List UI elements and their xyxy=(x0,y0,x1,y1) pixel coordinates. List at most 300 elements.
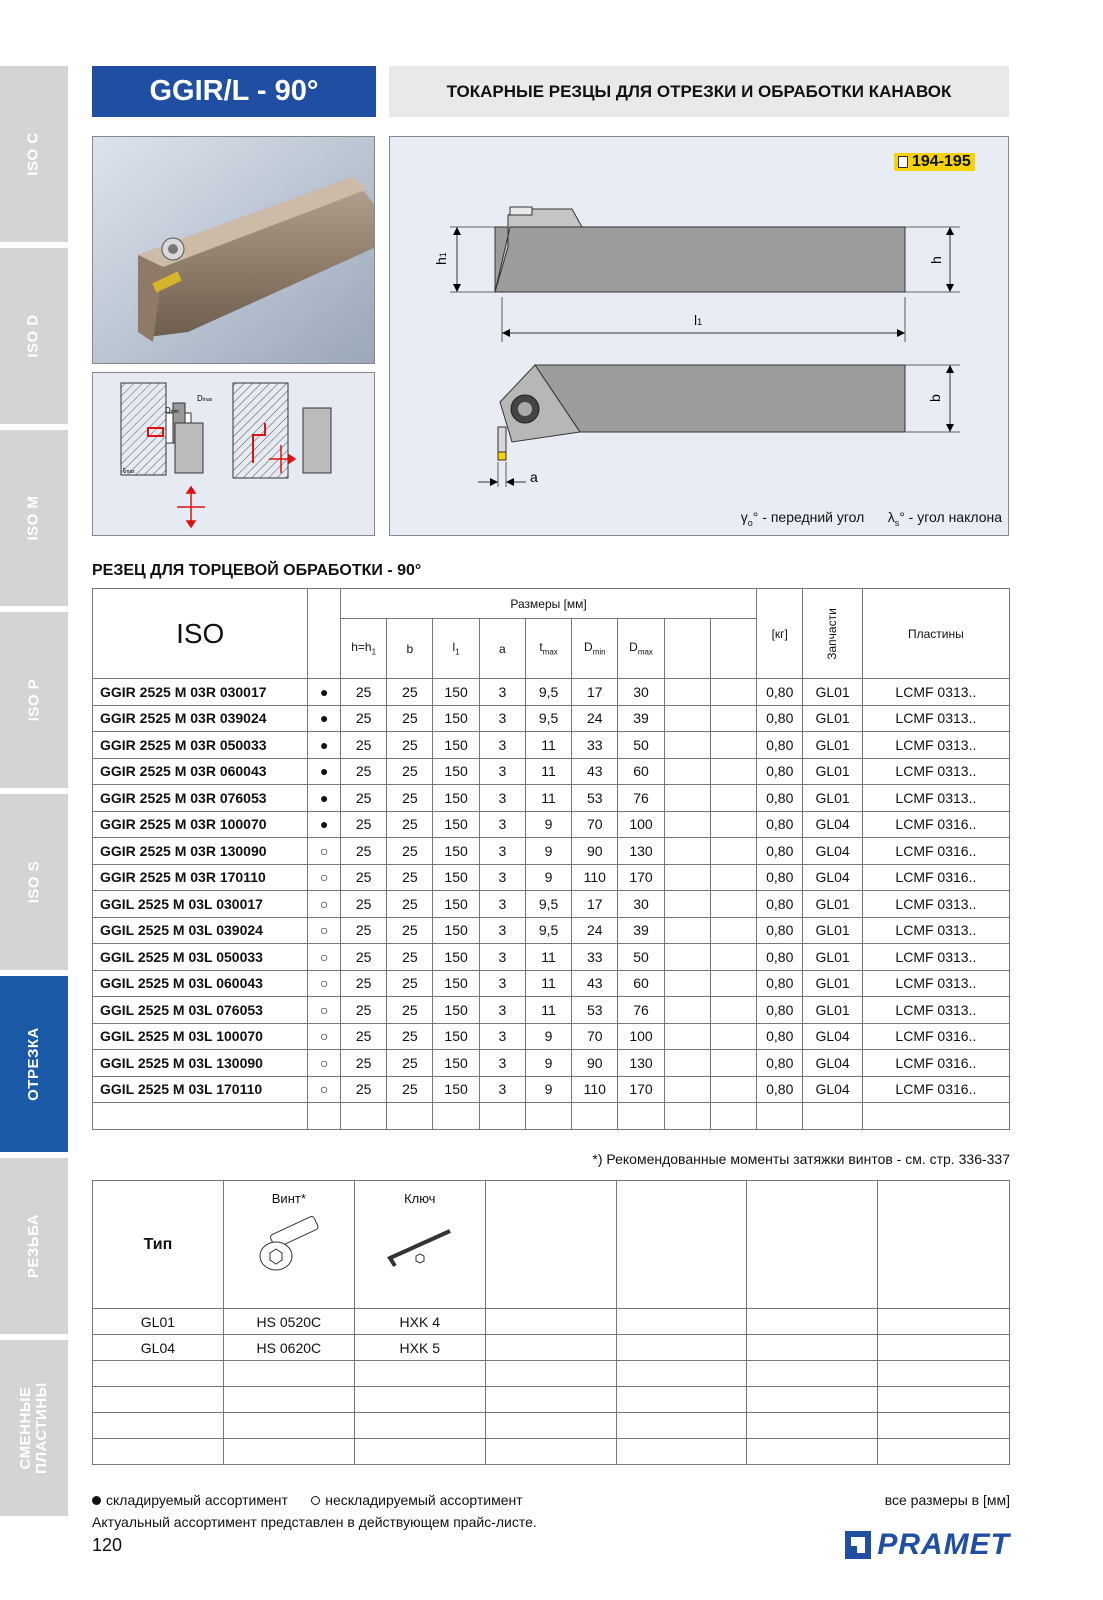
empty-cell xyxy=(664,917,710,944)
side-tab-parting[interactable] xyxy=(0,976,68,1152)
cell-kg: 0,80 xyxy=(757,811,803,838)
table-row xyxy=(93,1050,1010,1077)
cell-l1: 150 xyxy=(433,1076,479,1103)
cell-spare: GL01 xyxy=(803,785,862,812)
a-label: a xyxy=(530,469,538,485)
empty-cell xyxy=(485,1361,616,1387)
col-b: b xyxy=(387,619,433,679)
stock-label: складируемый ассортимент xyxy=(106,1492,288,1508)
table-row xyxy=(93,758,1010,785)
empty-cell xyxy=(223,1439,354,1465)
cell-spare: GL01 xyxy=(803,732,862,759)
cell-dmin: 70 xyxy=(572,1023,618,1050)
cell-tmax: 9 xyxy=(525,838,571,865)
empty-cell xyxy=(878,1413,1010,1439)
cell-tmax: 11 xyxy=(525,785,571,812)
cell-l1: 150 xyxy=(433,785,479,812)
cell-l1: 150 xyxy=(433,732,479,759)
cell-kg: 0,80 xyxy=(757,1076,803,1103)
table-row xyxy=(93,917,1010,944)
cell-a: 3 xyxy=(479,732,525,759)
iso-header: ISO xyxy=(93,589,308,679)
cell-stock: ○ xyxy=(308,997,341,1024)
lambda-sub: s xyxy=(894,517,900,528)
empty-cell xyxy=(664,758,710,785)
cell-tmax: 9,5 xyxy=(525,891,571,918)
cell-h: 25 xyxy=(341,1023,387,1050)
dmax-label: Dmax xyxy=(197,394,213,403)
cell-spare: GL01 xyxy=(803,944,862,971)
screw-icon xyxy=(244,1206,334,1276)
cell-stock: ○ xyxy=(308,1023,341,1050)
technical-drawing xyxy=(389,136,1009,536)
cell-h: 25 xyxy=(341,944,387,971)
spare-cell-key: HXK 4 xyxy=(354,1309,485,1335)
empty-cell xyxy=(878,1181,1010,1309)
table-row xyxy=(93,997,1010,1024)
cell-a: 3 xyxy=(479,811,525,838)
cell-spare: GL04 xyxy=(803,1076,862,1103)
tool-table-body xyxy=(93,679,1010,1130)
side-tab-iso-s[interactable] xyxy=(0,794,68,970)
cell-dmin: 90 xyxy=(572,1050,618,1077)
cell-tmax: 9 xyxy=(525,1076,571,1103)
empty-cell xyxy=(479,1103,525,1130)
cell-h: 25 xyxy=(341,705,387,732)
stock-legend xyxy=(92,1492,523,1508)
empty-cell xyxy=(747,1335,878,1361)
cell-tmax: 11 xyxy=(525,732,571,759)
empty-cell xyxy=(862,1103,1009,1130)
side-tab-iso-p[interactable] xyxy=(0,612,68,788)
table-row xyxy=(93,732,1010,759)
cell-a: 3 xyxy=(479,838,525,865)
empty-cell xyxy=(485,1181,616,1309)
cell-kg: 0,80 xyxy=(757,838,803,865)
cell-dmax: 170 xyxy=(618,1076,664,1103)
cell-dmin: 70 xyxy=(572,811,618,838)
empty-cell xyxy=(223,1413,354,1439)
empty-cell xyxy=(616,1335,747,1361)
cell-iso: GGIR 2525 M 03R 130090 xyxy=(93,838,308,865)
cell-stock: ○ xyxy=(308,838,341,865)
page-number: 120 xyxy=(92,1535,123,1555)
empty-cell xyxy=(747,1413,878,1439)
empty-cell xyxy=(664,679,710,706)
cell-h: 25 xyxy=(341,970,387,997)
cell-dmin: 33 xyxy=(572,732,618,759)
gamma-symbol: γ xyxy=(740,509,748,525)
cell-tmax: 9 xyxy=(525,1050,571,1077)
nonstock-label: нескладируемый ассортимент xyxy=(325,1492,523,1508)
empty-cell xyxy=(308,1103,341,1130)
empty-cell xyxy=(710,811,756,838)
cell-l1: 150 xyxy=(433,970,479,997)
cell-h: 25 xyxy=(341,917,387,944)
nonstock-dot-icon xyxy=(311,1496,320,1505)
h-label: h xyxy=(928,256,944,264)
cell-kg: 0,80 xyxy=(757,785,803,812)
empty-cell xyxy=(747,1309,878,1335)
cell-iso: GGIR 2525 M 03R 050033 xyxy=(93,732,308,759)
cell-insert: LCMF 0316.. xyxy=(862,864,1009,891)
cell-insert: LCMF 0313.. xyxy=(862,785,1009,812)
empty-cell xyxy=(664,1076,710,1103)
cell-b: 25 xyxy=(387,997,433,1024)
side-tab-iso-c[interactable] xyxy=(0,66,68,242)
spare-row xyxy=(93,1309,1010,1335)
cell-a: 3 xyxy=(479,1023,525,1050)
cell-b: 25 xyxy=(387,970,433,997)
cell-stock: ○ xyxy=(308,1076,341,1103)
side-tab-label: ISO M xyxy=(24,495,42,541)
side-tab-label: ISO C xyxy=(25,132,42,176)
screw-header: Винт* xyxy=(271,1191,306,1206)
cell-dmax: 60 xyxy=(618,970,664,997)
table-row xyxy=(93,1076,1010,1103)
cell-h: 25 xyxy=(341,997,387,1024)
cell-tmax: 9,5 xyxy=(525,917,571,944)
cell-insert: LCMF 0313.. xyxy=(862,970,1009,997)
inserts-header: Пластины xyxy=(862,589,1009,679)
cell-iso: GGIL 2525 M 03L 039024 xyxy=(93,917,308,944)
cell-a: 3 xyxy=(479,679,525,706)
cell-l1: 150 xyxy=(433,838,479,865)
cell-dmax: 130 xyxy=(618,838,664,865)
cell-a: 3 xyxy=(479,917,525,944)
gamma-sub: o xyxy=(747,517,753,528)
empty-cell xyxy=(354,1413,485,1439)
cell-insert: LCMF 0313.. xyxy=(862,679,1009,706)
cell-kg: 0,80 xyxy=(757,1023,803,1050)
empty-cell xyxy=(616,1387,747,1413)
units-note: все размеры в [мм] xyxy=(884,1492,1010,1508)
cell-a: 3 xyxy=(479,970,525,997)
cell-dmin: 43 xyxy=(572,970,618,997)
spare-cell-screw: HS 0620C xyxy=(223,1335,354,1361)
cell-h: 25 xyxy=(341,785,387,812)
b-label: b xyxy=(927,394,943,402)
cell-a: 3 xyxy=(479,864,525,891)
cell-kg: 0,80 xyxy=(757,891,803,918)
cell-l1: 150 xyxy=(433,679,479,706)
cell-iso: GGIL 2525 M 03L 030017 xyxy=(93,891,308,918)
cell-insert: LCMF 0316.. xyxy=(862,838,1009,865)
cell-tmax: 11 xyxy=(525,758,571,785)
spare-cell-key: HXK 5 xyxy=(354,1335,485,1361)
stock-header xyxy=(308,589,341,679)
empty-cell xyxy=(664,732,710,759)
empty-cell xyxy=(354,1361,485,1387)
cell-tmax: 9 xyxy=(525,864,571,891)
lambda-text: ° - угол наклона xyxy=(899,509,1002,525)
cell-dmax: 100 xyxy=(618,811,664,838)
cell-h: 25 xyxy=(341,1076,387,1103)
cell-h: 25 xyxy=(341,732,387,759)
h1-label: h1 xyxy=(433,252,449,265)
cell-iso: GGIR 2525 M 03R 076053 xyxy=(93,785,308,812)
page-title: GGIR/L - 90° xyxy=(92,66,376,117)
cell-stock: ● xyxy=(308,785,341,812)
cell-tmax: 9 xyxy=(525,811,571,838)
weight-header: [кг] xyxy=(757,589,803,679)
cell-spare: GL01 xyxy=(803,705,862,732)
side-tab-inserts[interactable] xyxy=(0,1340,68,1516)
cell-dmax: 30 xyxy=(618,679,664,706)
cell-spare: GL04 xyxy=(803,1023,862,1050)
table-row xyxy=(93,838,1010,865)
cell-kg: 0,80 xyxy=(757,970,803,997)
empty-cell xyxy=(485,1387,616,1413)
cell-kg: 0,80 xyxy=(757,1050,803,1077)
empty-cell xyxy=(354,1439,485,1465)
empty-cell xyxy=(93,1361,224,1387)
empty-cell xyxy=(710,732,756,759)
cell-b: 25 xyxy=(387,944,433,971)
cell-b: 25 xyxy=(387,1050,433,1077)
side-tab-label: ОТРЕЗКА xyxy=(25,1027,43,1101)
cell-insert: LCMF 0316.. xyxy=(862,1050,1009,1077)
empty-cell xyxy=(223,1387,354,1413)
empty-cell xyxy=(485,1309,616,1335)
cell-tmax: 11 xyxy=(525,970,571,997)
cell-b: 25 xyxy=(387,758,433,785)
cell-l1: 150 xyxy=(433,864,479,891)
cell-spare: GL01 xyxy=(803,917,862,944)
empty-cell xyxy=(93,1387,224,1413)
empty-cell xyxy=(710,891,756,918)
empty-cell xyxy=(710,970,756,997)
empty-cell xyxy=(878,1335,1010,1361)
empty-cell xyxy=(878,1439,1010,1465)
cell-iso: GGIL 2525 M 03L 050033 xyxy=(93,944,308,971)
torque-note: *) Рекомендованные моменты затяжки винтов - см. стр. 336-337 xyxy=(592,1151,1010,1167)
empty-cell xyxy=(341,1103,387,1130)
angle-legend xyxy=(741,509,1002,528)
empty-cell xyxy=(710,864,756,891)
cell-b: 25 xyxy=(387,1023,433,1050)
cell-kg: 0,80 xyxy=(757,732,803,759)
empty-cell xyxy=(664,1050,710,1077)
section-title: РЕЗЕЦ ДЛЯ ТОРЦЕВОЙ ОБРАБОТКИ - 90° xyxy=(92,562,422,579)
cell-dmin: 33 xyxy=(572,944,618,971)
tool-photo xyxy=(92,136,375,364)
cell-h: 25 xyxy=(341,838,387,865)
table-row xyxy=(93,1023,1010,1050)
page-ref-text: 194-195 xyxy=(912,153,971,170)
empty-cell xyxy=(710,679,756,706)
cell-iso: GGIL 2525 M 03L 130090 xyxy=(93,1050,308,1077)
cell-insert: LCMF 0313.. xyxy=(862,997,1009,1024)
side-tab-label: РЕЗЬБА xyxy=(24,1213,42,1279)
empty-cell xyxy=(878,1309,1010,1335)
table-row xyxy=(93,970,1010,997)
empty-cell xyxy=(710,944,756,971)
empty-cell xyxy=(664,705,710,732)
cell-b: 25 xyxy=(387,785,433,812)
cell-tmax: 11 xyxy=(525,997,571,1024)
side-tab-threading[interactable] xyxy=(0,1158,68,1334)
cell-dmin: 53 xyxy=(572,997,618,1024)
table-row-empty xyxy=(93,1103,1010,1130)
cell-b: 25 xyxy=(387,891,433,918)
col-dmax: $D_{max}$ xyxy=(618,619,664,679)
dmin-label: Dmin xyxy=(165,406,179,415)
cell-a: 3 xyxy=(479,891,525,918)
pramet-logo-icon xyxy=(843,1528,877,1562)
cell-insert: LCMF 0313.. xyxy=(862,705,1009,732)
empty-cell xyxy=(664,970,710,997)
cell-dmax: 100 xyxy=(618,1023,664,1050)
spare-row xyxy=(93,1335,1010,1361)
cell-kg: 0,80 xyxy=(757,997,803,1024)
cell-l1: 150 xyxy=(433,944,479,971)
cell-h: 25 xyxy=(341,1050,387,1077)
machining-diagram xyxy=(92,372,375,536)
empty-cell xyxy=(223,1361,354,1387)
cell-h: 25 xyxy=(341,811,387,838)
cell-stock: ● xyxy=(308,732,341,759)
empty-cell xyxy=(525,1103,571,1130)
cell-a: 3 xyxy=(479,785,525,812)
spare-cell-type: GL04 xyxy=(93,1335,224,1361)
cell-l1: 150 xyxy=(433,891,479,918)
side-tab-iso-d[interactable] xyxy=(0,248,68,424)
empty-cell xyxy=(747,1361,878,1387)
cell-insert: LCMF 0316.. xyxy=(862,1023,1009,1050)
spares-header xyxy=(803,589,862,679)
spare-row xyxy=(93,1361,1010,1387)
empty-cell xyxy=(93,1413,224,1439)
cell-stock: ● xyxy=(308,679,341,706)
empty-cell xyxy=(710,1103,756,1130)
key-header-cell xyxy=(354,1181,485,1309)
cell-l1: 150 xyxy=(433,705,479,732)
cell-stock: ○ xyxy=(308,1050,341,1077)
cell-dmax: 130 xyxy=(618,1050,664,1077)
cell-dmax: 30 xyxy=(618,891,664,918)
spare-cell-type: GL01 xyxy=(93,1309,224,1335)
cell-b: 25 xyxy=(387,705,433,732)
cell-l1: 150 xyxy=(433,811,479,838)
cell-dmin: 110 xyxy=(572,864,618,891)
empty-cell xyxy=(616,1439,747,1465)
cell-dmax: 39 xyxy=(618,917,664,944)
empty-cell xyxy=(710,917,756,944)
empty-cell xyxy=(485,1439,616,1465)
cell-dmax: 76 xyxy=(618,997,664,1024)
cell-kg: 0,80 xyxy=(757,705,803,732)
empty-cell xyxy=(664,997,710,1024)
cell-insert: LCMF 0313.. xyxy=(862,891,1009,918)
cell-dmin: 110 xyxy=(572,1076,618,1103)
cell-spare: GL04 xyxy=(803,811,862,838)
empty-cell xyxy=(710,705,756,732)
side-tab-iso-m[interactable] xyxy=(0,430,68,606)
table-row xyxy=(93,864,1010,891)
empty-cell xyxy=(757,1103,803,1130)
cell-insert: LCMF 0313.. xyxy=(862,732,1009,759)
cell-a: 3 xyxy=(479,1076,525,1103)
cell-dmax: 170 xyxy=(618,864,664,891)
spare-cell-screw: HS 0520C xyxy=(223,1309,354,1335)
col-l1: $l_1$ xyxy=(433,619,479,679)
empty-cell xyxy=(93,1103,308,1130)
empty-cell xyxy=(664,891,710,918)
cell-l1: 150 xyxy=(433,758,479,785)
type-header: Тип xyxy=(93,1181,224,1309)
cell-a: 3 xyxy=(479,997,525,1024)
col-dmin: $D_{min}$ xyxy=(572,619,618,679)
cell-b: 25 xyxy=(387,838,433,865)
cell-dmin: 24 xyxy=(572,705,618,732)
col-empty xyxy=(710,619,756,679)
empty-cell xyxy=(616,1309,747,1335)
cell-stock: ○ xyxy=(308,944,341,971)
empty-cell xyxy=(878,1387,1010,1413)
cell-iso: GGIR 2525 M 03R 100070 xyxy=(93,811,308,838)
table-row xyxy=(93,705,1010,732)
side-tab-label: ISO D xyxy=(25,314,42,358)
empty-cell xyxy=(616,1413,747,1439)
empty-cell xyxy=(710,1050,756,1077)
cell-h: 25 xyxy=(341,758,387,785)
cell-b: 25 xyxy=(387,679,433,706)
screw-header-cell xyxy=(223,1181,354,1309)
cell-kg: 0,80 xyxy=(757,864,803,891)
stock-dot-icon xyxy=(92,1496,101,1505)
cell-dmin: 17 xyxy=(572,679,618,706)
empty-cell xyxy=(93,1439,224,1465)
cell-spare: GL01 xyxy=(803,970,862,997)
cell-dmax: 76 xyxy=(618,785,664,812)
empty-cell xyxy=(664,811,710,838)
empty-cell xyxy=(710,1023,756,1050)
empty-cell xyxy=(616,1181,747,1309)
empty-cell xyxy=(803,1103,862,1130)
cell-insert: LCMF 0313.. xyxy=(862,944,1009,971)
spares-header-text: Запчасти xyxy=(825,607,840,660)
side-tab-label: ISO P xyxy=(24,678,42,722)
cell-l1: 150 xyxy=(433,1050,479,1077)
cell-l1: 150 xyxy=(433,997,479,1024)
l1-label: l1 xyxy=(694,312,703,328)
cell-spare: GL01 xyxy=(803,891,862,918)
pramet-brand: PRAMET xyxy=(877,1528,1010,1561)
cell-tmax: 9 xyxy=(525,1023,571,1050)
empty-cell xyxy=(710,785,756,812)
cell-dmin: 24 xyxy=(572,917,618,944)
empty-cell xyxy=(747,1439,878,1465)
pramet-logo xyxy=(843,1528,1010,1562)
spare-row xyxy=(93,1387,1010,1413)
cell-spare: GL04 xyxy=(803,864,862,891)
cell-tmax: 9,5 xyxy=(525,679,571,706)
cell-iso: GGIR 2525 M 03R 030017 xyxy=(93,679,308,706)
cell-spare: GL04 xyxy=(803,838,862,865)
hex-key-icon xyxy=(375,1206,465,1276)
cell-stock: ○ xyxy=(308,891,341,918)
empty-cell xyxy=(747,1181,878,1309)
cell-b: 25 xyxy=(387,732,433,759)
table-row xyxy=(93,811,1010,838)
spare-table-body xyxy=(93,1309,1010,1465)
cell-iso: GGIL 2525 M 03L 076053 xyxy=(93,997,308,1024)
cell-h: 25 xyxy=(341,891,387,918)
cell-a: 3 xyxy=(479,944,525,971)
cell-stock: ○ xyxy=(308,864,341,891)
cell-iso: GGIR 2525 M 03R 170110 xyxy=(93,864,308,891)
